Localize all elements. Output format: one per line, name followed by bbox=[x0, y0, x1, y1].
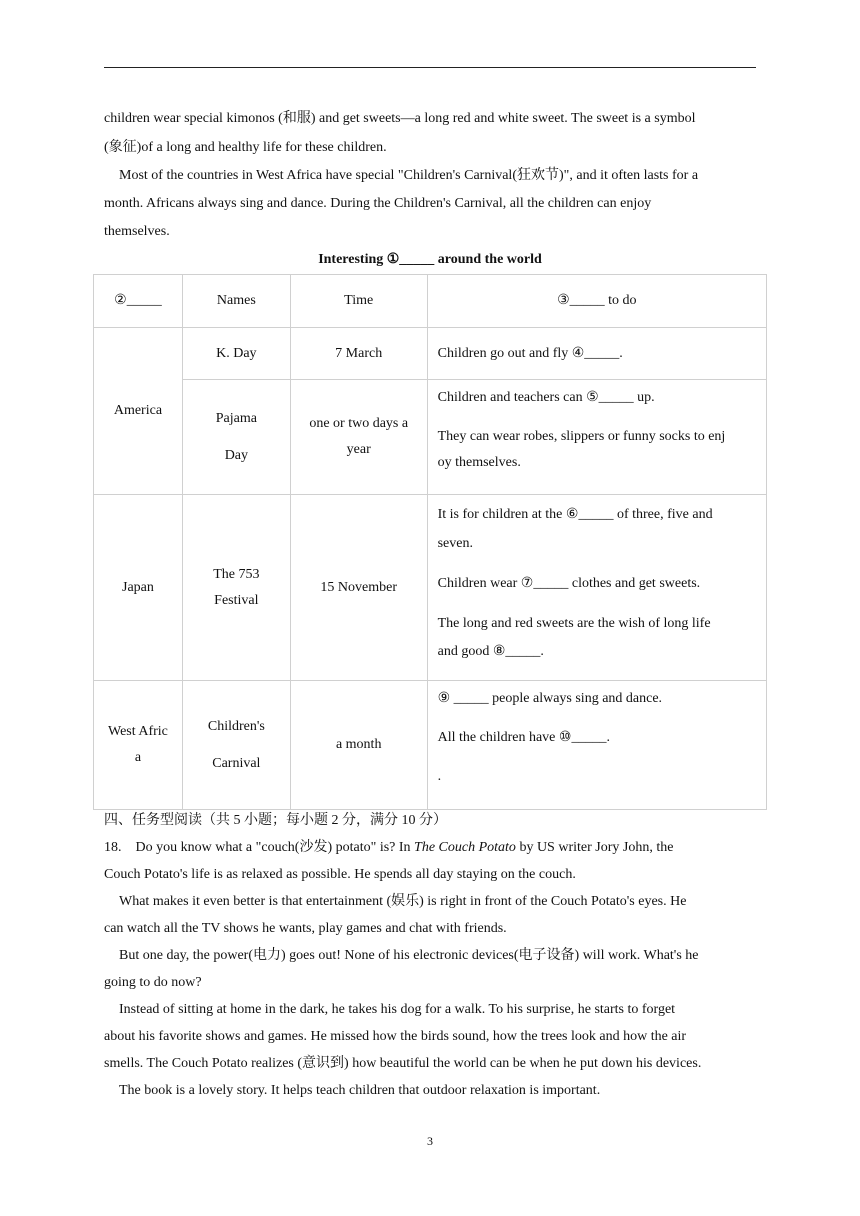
cell-line: They can wear robes, slippers or funny socks to enj bbox=[437, 429, 726, 444]
cell-line: Festival bbox=[214, 592, 259, 608]
intro-p2 bbox=[104, 162, 756, 246]
table-row bbox=[94, 495, 767, 681]
cell-line: seven. bbox=[437, 536, 473, 551]
header-cell: Names bbox=[182, 275, 290, 328]
text-segment: by US writer Jory John, the bbox=[515, 840, 674, 855]
activity-text bbox=[438, 424, 756, 476]
text-line: about his favorite shows and games. He missed how the birds sound, how the trees look and how the air bbox=[104, 1029, 687, 1044]
name-cell bbox=[182, 495, 290, 681]
intro-text bbox=[104, 104, 756, 277]
country-cell: America bbox=[94, 328, 183, 495]
activity-text: All the children have ⑩_____. bbox=[437, 730, 610, 745]
text-line: Instead of sitting at home in the dark, he takes his dog for a walk. To his surprise, he starts to forget bbox=[119, 1002, 676, 1017]
cell-line: The 753 bbox=[213, 566, 260, 582]
cell-line: Pajama bbox=[215, 411, 257, 426]
country-cell: Japan bbox=[94, 495, 183, 681]
book-title: The Couch Potato bbox=[414, 840, 516, 855]
time-cell bbox=[290, 380, 427, 495]
paragraph bbox=[104, 942, 756, 996]
name-cell bbox=[182, 380, 290, 495]
activity-cell bbox=[427, 681, 766, 810]
text-line: Most of the countries in West Africa have special "Children's Carnival(狂欢节)", and it often lasts for a bbox=[119, 168, 699, 183]
table-row bbox=[94, 380, 767, 495]
text-line: going to do now? bbox=[104, 975, 202, 990]
time-cell: 15 November bbox=[290, 495, 427, 681]
table-row bbox=[94, 328, 767, 380]
table-row bbox=[94, 681, 767, 810]
country-cell bbox=[94, 681, 183, 810]
activity-text: . bbox=[437, 769, 442, 784]
text-line: But one day, the power(电力) goes out! None of his electronic devices(电子设备) will work. What's he bbox=[119, 948, 699, 963]
cell-line: Day bbox=[224, 448, 249, 463]
text-line: Couch Potato's life is as relaxed as possible. He spends all day staying on the couch. bbox=[104, 867, 576, 882]
activity-text: ⑨ _____ people always sing and dance. bbox=[437, 691, 663, 706]
text-segment: Do you know what a "couch(沙发) potato" is? In bbox=[135, 840, 415, 855]
activity-text bbox=[438, 610, 756, 666]
table-header-row bbox=[94, 275, 767, 328]
name-cell: K. Day bbox=[182, 328, 290, 380]
cell-line: The long and red sweets are the wish of long life bbox=[437, 616, 711, 631]
text-line: month. Africans always sing and dance. During the Children's Carnival, all the children can enjoy bbox=[104, 196, 652, 211]
text-line: can watch all the TV shows he wants, play games and chat with friends. bbox=[104, 921, 507, 936]
text-line: themselves. bbox=[104, 224, 170, 239]
cell-line: one or two days a bbox=[309, 416, 409, 431]
page-number: 3 bbox=[427, 1134, 433, 1148]
activity-text: Children wear ⑦_____ clothes and get sweets. bbox=[437, 576, 701, 591]
cell-line: Children's bbox=[207, 719, 265, 734]
header-cell: ③_____ to do bbox=[427, 275, 766, 328]
paragraph bbox=[104, 996, 756, 1077]
cell-line: year bbox=[346, 442, 371, 457]
paragraph bbox=[104, 888, 756, 942]
header-rule bbox=[104, 67, 756, 68]
time-cell: a month bbox=[290, 681, 427, 810]
cell-line: and good ⑧_____. bbox=[437, 644, 544, 659]
activity-cell bbox=[427, 328, 766, 380]
intro-p1 bbox=[104, 104, 756, 162]
paragraph: The book is a lovely story. It helps teach children that outdoor relaxation is important. bbox=[119, 1083, 601, 1098]
header-cell: Time bbox=[290, 275, 427, 328]
question-18 bbox=[104, 834, 756, 888]
time-cell: 7 March bbox=[290, 328, 427, 380]
header-cell: ②_____ bbox=[94, 275, 183, 328]
activity-text bbox=[438, 500, 756, 558]
cell-line: It is for children at the ⑥_____ of three, five and bbox=[437, 507, 713, 522]
task-reading-section bbox=[104, 807, 756, 1104]
text-line: smells. The Couch Potato realizes (意识到) how beautiful the world can be when he put down his devices. bbox=[104, 1056, 702, 1071]
cell-line: oy themselves. bbox=[437, 455, 521, 470]
text-line: (象征)of a long and healthy life for these children. bbox=[104, 140, 387, 155]
activity-text: Children go out and fly ④_____. bbox=[437, 345, 623, 361]
cell-line: Carnival bbox=[212, 756, 261, 771]
activity-cell bbox=[427, 495, 766, 681]
question-number: 18. bbox=[104, 840, 122, 855]
text-line: children wear special kimonos (和服) and get sweets—a long red and white sweet. The sweet is a symbol bbox=[104, 111, 696, 126]
cell-line: West Afric bbox=[107, 724, 168, 739]
name-cell bbox=[182, 681, 290, 810]
activity-text: Children and teachers can ⑤_____ up. bbox=[437, 390, 655, 405]
table-title: Interesting ①_____ around the world bbox=[318, 252, 542, 267]
festival-table bbox=[93, 274, 767, 810]
cell-line: a bbox=[134, 750, 142, 765]
section-heading: 四、任务型阅读（共 5 小题；每小题 2 分，满分 10 分） bbox=[104, 813, 447, 828]
text-line: What makes it even better is that entertainment (娱乐) is right in front of the Couch Potato's eyes. He bbox=[119, 894, 687, 909]
activity-cell bbox=[427, 380, 766, 495]
